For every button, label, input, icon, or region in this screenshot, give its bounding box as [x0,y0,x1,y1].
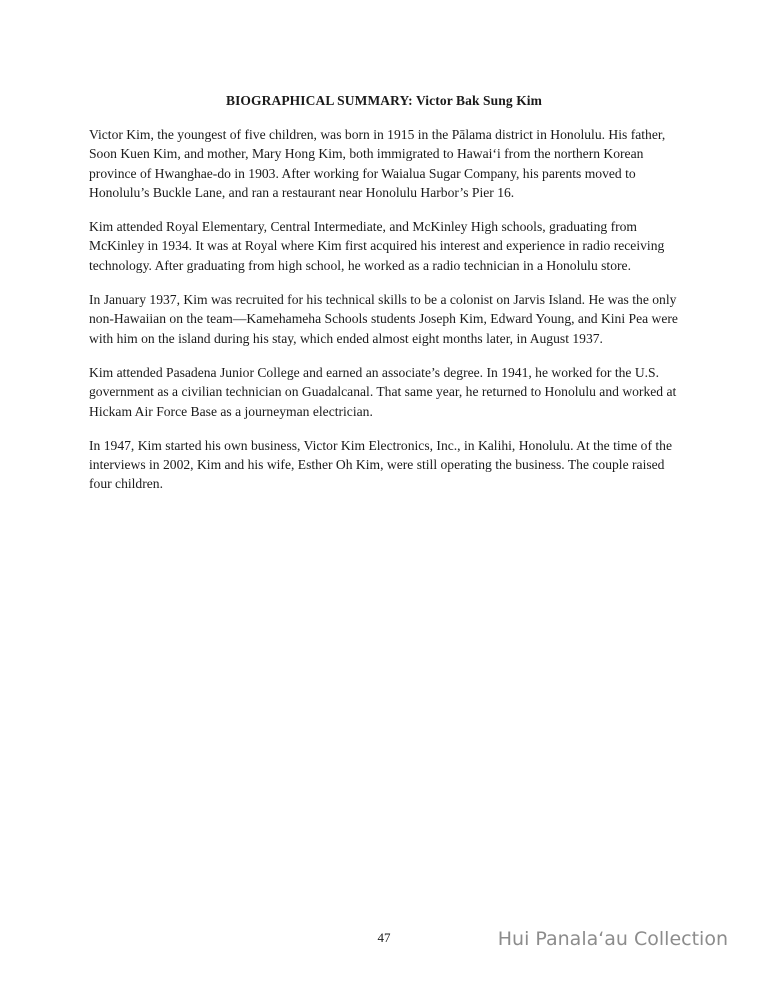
paragraph-birth-family: Victor Kim, the youngest of five children, was born in 1915 in the Pālama district in Honolulu. His father, Soon Kuen Kim, and mother, Mary Hong Kim, both immigrated to Hawai‘i from the northern Korean province of Hwanghae-do in 1903. After working for Waialua Sugar Company, his parents moved to Honolulu’s Buckle Lane, and ran a restaurant near Honolulu Harbor’s Pier 16. [89,127,666,200]
paragraph-career: Kim attended Pasadena Junior College and earned an associate’s degree. In 1941, he worked for the U.S. government as a civilian technician on Guadalcanal. That same year, he returned to Honolulu and worked at Hickam Air Force Base as a journeyman electrician. [89,364,677,419]
page-title: BIOGRAPHICAL SUMMARY: Victor Bak Sung Kim [225,93,543,108]
page-number: 47 [377,930,391,945]
collection-watermark: Hui Panala‘au Collection [497,928,728,950]
paragraph-business: In 1947, Kim started his own business, Victor Kim Electronics, Inc., in Kalihi, Honolulu. At the time of the interviews in 2002, Kim and his wife, Esther Oh Kim, were still operating the business. The couple raised four children. [89,437,673,492]
document-body [89,125,689,509]
paragraph-jarvis-island: In January 1937, Kim was recruited for his technical skills to be a colonist on Jarvis Island. He was the only non-Hawaiian on the team—Kamehameha Schools students Joseph Kim, Edward Young, and Kini Pea were with him on the island during his stay, which ended almost eight months later, in August 1937. [89,292,678,346]
paragraph-education: Kim attended Royal Elementary, Central Intermediate, and McKinley High schools, graduating from McKinley in 1934. It was at Royal where Kim first acquired his interest and experience in radio receiving technology. After graduating from high school, he worked as a radio technician in a Honolulu store. [89,219,665,273]
